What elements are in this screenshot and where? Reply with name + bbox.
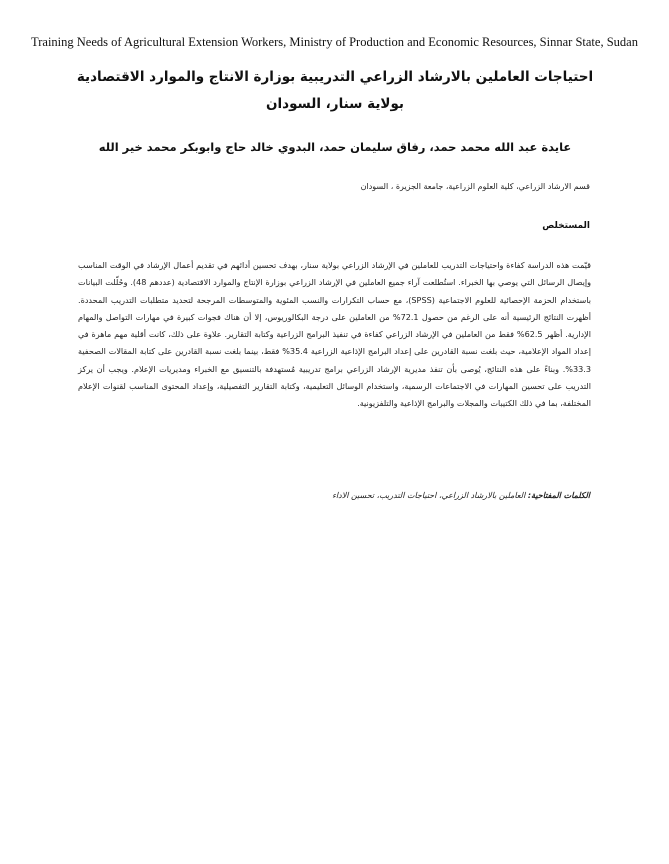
keywords-label: الكلمات المفتاحية: [527,491,590,500]
author-affiliation: قسم الارشاد الزراعي، كلية العلوم الزراعية، جامعة الجزيرة ، السودان [360,182,590,191]
keywords-text: العاملين بالارشاد الزراعي، احتياجات التدريب، تحسين الاداء [332,491,526,500]
keywords-line [77,491,590,500]
author-list: عايدة عبد الله محمد حمد، رفاق سليمان حمد، البدوي خالد حاج وابوبكر محمد خير الله [98,140,572,154]
abstract-heading: المستخلص [542,221,590,231]
paper-title: احتياجات العاملين بالارشاد الزراعي التدريبية بوزارة الانتاج والموارد الاقتصادية بولاية سنار، السودان [76,69,594,112]
abstract-body: قيّمت هذه الدراسة كفاءة واحتياجات التدريب للعاملين في الإرشاد الزراعي بولاية سنار، بهدف تحسين أدائهم في تقديم أعمال الإرشاد في الوقت المناسب وإيصال الرسائل التي يوصي بها الخبراء. استُطلعت آراء جميع العاملين في الإرشاد الزراعي بوزارة الإنتاج والموارد الاقتصادية (عددهم 48). وحُلّلت البيانات باستخدام الحزمة الإحصائية للعلوم الاجتماعية (SPSS)، مع حساب التكرارات والنسب المئوية والمتوسطات المرجحة لتحديد متطلبات التدريب المحددة. أظهرت النتائج الرئيسية أنه على الرغم من حصول 72.1% من العاملين على درجة البكالوريوس، إلا أن هناك فجوات كبيرة في مهارات التواصل والمهام الإدارية. أظهر 62.5% فقط من العاملين في الإرشاد الزراعي كفاءة في تنفيذ البرامج الزراعية وكتابة التقارير. علاوة على ذلك، كانت أقلية مهم ماهرة في إعداد المواد الإعلامية، حيث بلغت نسبة القادرين على إعداد البرامج الإذاعية الزراعية 35.4% فقط، بينما بلغت نسبة القادرين على كتابة المقالات الصحفية 33.3%. وبناءً على هذه النتائج، يُوصى بأن تنفذ مديرية الإرشاد الزراعي برامج تدريبية مُستهدفة بالتنسيق مع الخبراء ومديريات الإعلام. ويجب أن يركز التدريب على تحسين المهارات في الاجتماعات الرسمية، واستخدام الوسائل التعليمية، وكتابة التقارير التفصيلية، وإعداد المحتوى المناسب لقنوات الإعلام المختلفة، بما في ذلك الكتيبات والمجلات والبرامج الإذاعية والتلفزيونية. [78,260,592,409]
running-head: Training Needs of Agricultural Extension Workers, Ministry of Production and Economic Resources, Sinnar State, Sudan [31,35,638,49]
